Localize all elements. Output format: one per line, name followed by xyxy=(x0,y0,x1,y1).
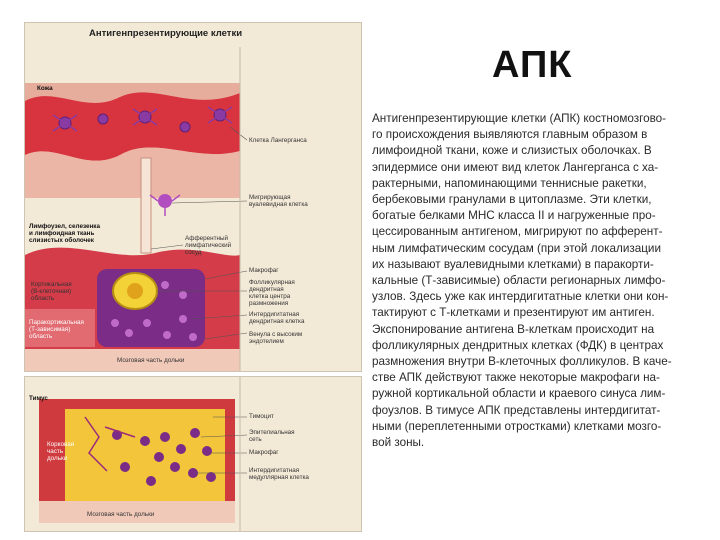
slide-title: АПК xyxy=(492,44,573,86)
body-text: Антигенпрезентирующие клетки (АПК) костномозгово- го происхождения выявляются главным образом в лимфоидной ткани, коже и слизистых оболочках. В эпидермисе они имеют вид клеток Лангерганса с ха- рактерными, напоминающими теннисные ракетки, бербековыми гранулами в цитоплазме. Эти клетки, богатые белками МНС класса II и нагруженные про- цессированным антигеном, мигрируют по афферент- ным лимфатическим сосудам (при этой локализации их называют вуалевидными клетками) в паракорти- кальные (Т-зависимые) области регионарных лимфо- узлов. Здесь уже как интердигитатные клетки они кон- тактируют с Т-клетками и презентируют им антиген. Экспонирование антигена В-клеткам происходит на фолликулярных дендритных клетках (ФДК) в центрах размножения внутри В-клеточных фолликулов. В каче- стве АПК действуют также некоторые макрофаги на- ружной кортикальной области и краевого синуса лим- фоузлов. В тимусе АПК представлены интердигитат- ными (переплетенными отростками) клетками мозго- вой зоны. xyxy=(372,112,672,450)
label-medullary-interdigitating-cell: Интердигитатная медуллярная клетка xyxy=(249,467,309,481)
label-follicular-dendritic-cell: Фолликулярная дендритная клетка центра размножения xyxy=(249,279,295,307)
label-t-cell-zone: Паракортикальная (Т-зависимая) область xyxy=(29,319,84,340)
label-thymus-macrophage: Макрофаг xyxy=(249,449,279,456)
label-afferent-vessel: Афферентный лимфатический сосуд xyxy=(185,235,232,256)
label-cortex: Корковая часть дольки xyxy=(47,441,75,462)
label-b-cell-zone: Кортикальная (В-клеточная) область xyxy=(31,281,72,302)
label-langerhans-cell: Клетка Лангерганса xyxy=(249,137,307,144)
label-thymus: Тимус xyxy=(29,395,48,402)
label-epithelial-network: Эпителиальная сеть xyxy=(249,429,295,443)
label-medulla-bottom: Мозговая часть дольки xyxy=(87,511,155,518)
label-skin: Кожа xyxy=(37,85,53,92)
label-venule: Венула с высоким эндотелием xyxy=(249,331,303,345)
label-macrophage: Макрофаг xyxy=(249,267,279,274)
thymus-diagram-panel xyxy=(24,376,362,532)
label-thymocyte: Тимоцит xyxy=(249,413,274,420)
apc-diagram-panel xyxy=(24,22,362,372)
label-medulla-top: Мозговая часть дольки xyxy=(117,357,185,364)
label-veiled-cell: Мигрирующая вуалевидная клетка xyxy=(249,194,308,208)
thymus-diagram-illustration xyxy=(25,377,361,531)
label-interdigitating-cell: Интердигитатная дендритная клетка xyxy=(249,311,305,325)
figure-title: Антигенпрезентирующие клетки xyxy=(89,28,243,39)
label-lymphoid-tissue: Лимфоузел, селезенка и лимфоидная ткань слизистых оболочек xyxy=(29,223,100,244)
